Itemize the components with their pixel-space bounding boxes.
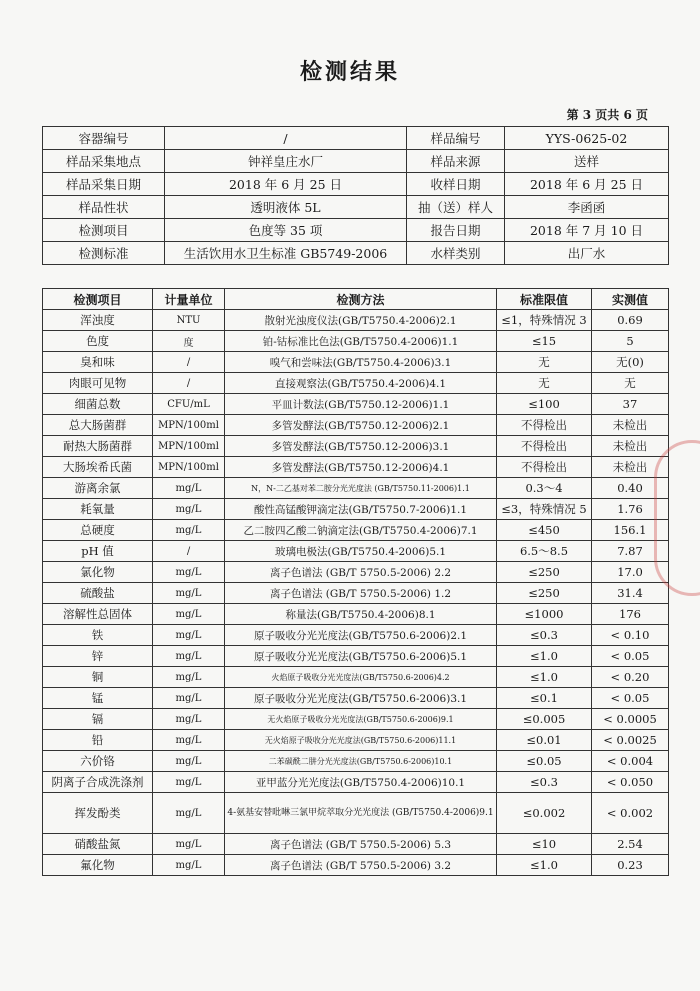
header-method: 检测方法 (225, 289, 497, 310)
cell-item: 氟化物 (43, 855, 153, 876)
cell-unit: mg/L (153, 562, 225, 583)
info-label: 样品采集日期 (43, 173, 165, 196)
cell-item: 游离余氯 (43, 478, 153, 499)
table-row (43, 855, 669, 876)
cell-method: 离子色谱法 (GB/T 5750.5-2006) 3.2 (225, 855, 497, 876)
cell-unit: mg/L (153, 772, 225, 793)
cell-method: 酸性高锰酸钾滴定法(GB/T5750.7-2006)1.1 (225, 499, 497, 520)
cell-method: 乙二胺四乙酸二钠滴定法(GB/T5750.4-2006)7.1 (225, 520, 497, 541)
cell-item: 耗氧量 (43, 499, 153, 520)
cell-item: 镉 (43, 709, 153, 730)
info-label: 样品编号 (407, 127, 505, 150)
cell-unit: MPN/100ml (153, 436, 225, 457)
cell-method: 多管发酵法(GB/T5750.12-2006)3.1 (225, 436, 497, 457)
cell-unit: mg/L (153, 751, 225, 772)
cell-unit: mg/L (153, 625, 225, 646)
cell-unit: mg/L (153, 688, 225, 709)
cell-result: < 0.002 (592, 793, 669, 834)
header-unit: 计量单位 (153, 289, 225, 310)
cell-result: 7.87 (592, 541, 669, 562)
cell-item: 肉眼可见物 (43, 373, 153, 394)
cell-item: 色度 (43, 331, 153, 352)
table-row (43, 457, 669, 478)
seal-stamp (654, 440, 700, 596)
info-value: 2018 年 6 月 25 日 (505, 173, 669, 196)
cell-item: 铜 (43, 667, 153, 688)
cell-unit: mg/L (153, 855, 225, 876)
table-row (43, 520, 669, 541)
table-row (43, 646, 669, 667)
info-value: YYS-0625-02 (505, 127, 669, 150)
info-value: 2018 年 7 月 10 日 (505, 219, 669, 242)
page-title: 检测结果 (299, 60, 400, 85)
table-row (43, 562, 669, 583)
table-row (43, 415, 669, 436)
cell-unit: NTU (153, 310, 225, 331)
info-label: 检测项目 (43, 219, 165, 242)
table-row (43, 625, 669, 646)
cell-method: 多管发酵法(GB/T5750.12-2006)2.1 (225, 415, 497, 436)
cell-item: 阴离子合成洗涤剂 (43, 772, 153, 793)
cell-limit: ≤15 (497, 331, 592, 352)
cell-unit: mg/L (153, 604, 225, 625)
info-label: 报告日期 (407, 219, 505, 242)
cell-limit: ≤1.0 (497, 667, 592, 688)
cell-method: 玻璃电极法(GB/T5750.4-2006)5.1 (225, 541, 497, 562)
cell-method: 火焰原子吸收分光光度法(GB/T5750.6-2006)4.2 (225, 667, 497, 688)
cell-limit: ≤1.0 (497, 646, 592, 667)
cell-result: 无 (592, 373, 669, 394)
cell-item: 臭和味 (43, 352, 153, 373)
cell-unit: mg/L (153, 478, 225, 499)
cell-result: 未检出 (592, 436, 669, 457)
table-row (43, 373, 669, 394)
cell-result: 17.0 (592, 562, 669, 583)
cell-unit: mg/L (153, 709, 225, 730)
cell-method: 离子色谱法 (GB/T 5750.5-2006) 5.3 (225, 834, 497, 855)
info-row (43, 242, 669, 265)
info-row (43, 150, 669, 173)
cell-method: 称量法(GB/T5750.4-2006)8.1 (225, 604, 497, 625)
cell-unit: MPN/100ml (153, 457, 225, 478)
cell-limit: 0.3～4 (497, 478, 592, 499)
cell-item: 大肠埃希氏菌 (43, 457, 153, 478)
cell-result: < 0.004 (592, 751, 669, 772)
table-row (43, 772, 669, 793)
cell-unit: mg/L (153, 583, 225, 604)
table-row (43, 352, 669, 373)
table-row (43, 394, 669, 415)
cell-item: 六价铬 (43, 751, 153, 772)
cell-limit: ≤450 (497, 520, 592, 541)
table-row (43, 751, 669, 772)
table-row (43, 310, 669, 331)
cell-limit: 无 (497, 352, 592, 373)
cell-method: 二苯碳酰二肼分光光度法(GB/T5750.6-2006)10.1 (225, 751, 497, 772)
cell-limit: 无 (497, 373, 592, 394)
cell-unit: / (153, 541, 225, 562)
info-label: 样品来源 (407, 150, 505, 173)
cell-result: 0.23 (592, 855, 669, 876)
table-row (43, 667, 669, 688)
cell-method: 原子吸收分光光度法(GB/T5750.6-2006)2.1 (225, 625, 497, 646)
cell-unit: / (153, 373, 225, 394)
cell-method: 直接观察法(GB/T5750.4-2006)4.1 (225, 373, 497, 394)
info-value: 送样 (505, 150, 669, 173)
cell-item: 锌 (43, 646, 153, 667)
cell-result: 5 (592, 331, 669, 352)
cell-result: < 0.05 (592, 688, 669, 709)
info-value: 钟祥皇庄水厂 (165, 150, 407, 173)
info-row (43, 219, 669, 242)
cell-item: 氯化物 (43, 562, 153, 583)
cell-result: < 0.0005 (592, 709, 669, 730)
results-table (42, 288, 669, 876)
cell-method: 亚甲蓝分光光度法(GB/T5750.4-2006)10.1 (225, 772, 497, 793)
cell-item: 溶解性总固体 (43, 604, 153, 625)
table-row (43, 604, 669, 625)
cell-limit: ≤1，特殊情况 3 (497, 310, 592, 331)
cell-item: 细菌总数 (43, 394, 153, 415)
header-result: 实测值 (592, 289, 669, 310)
table-row (43, 730, 669, 751)
info-value: / (165, 127, 407, 150)
cell-result: < 0.050 (592, 772, 669, 793)
header-item: 检测项目 (43, 289, 153, 310)
cell-limit: ≤10 (497, 834, 592, 855)
cell-result: 无(0) (592, 352, 669, 373)
table-row (43, 793, 669, 834)
cell-result: 31.4 (592, 583, 669, 604)
cell-method: 散射光浊度仪法(GB/T5750.4-2006)2.1 (225, 310, 497, 331)
info-label: 容器编号 (43, 127, 165, 150)
cell-item: 总硬度 (43, 520, 153, 541)
info-label: 检测标准 (43, 242, 165, 265)
info-value: 李函函 (505, 196, 669, 219)
info-label: 水样类别 (407, 242, 505, 265)
cell-method: 无火焰原子吸收分光光度法(GB/T5750.6-2006)9.1 (225, 709, 497, 730)
cell-method: 原子吸收分光光度法(GB/T5750.6-2006)3.1 (225, 688, 497, 709)
cell-item: pH 值 (43, 541, 153, 562)
cell-result: 0.69 (592, 310, 669, 331)
cell-limit: ≤1000 (497, 604, 592, 625)
cell-item: 挥发酚类 (43, 793, 153, 834)
cell-limit: ≤100 (497, 394, 592, 415)
cell-limit: 不得检出 (497, 457, 592, 478)
cell-result: 2.54 (592, 834, 669, 855)
cell-method: 嗅气和尝味法(GB/T5750.4-2006)3.1 (225, 352, 497, 373)
table-row (43, 709, 669, 730)
cell-result: 未检出 (592, 457, 669, 478)
cell-limit: ≤0.005 (497, 709, 592, 730)
info-label: 样品采集地点 (43, 150, 165, 173)
table-row (43, 834, 669, 855)
info-row (43, 196, 669, 219)
table-row (43, 331, 669, 352)
cell-limit: ≤0.1 (497, 688, 592, 709)
cell-limit: ≤0.002 (497, 793, 592, 834)
cell-result: 37 (592, 394, 669, 415)
cell-unit: 度 (153, 331, 225, 352)
cell-item: 铅 (43, 730, 153, 751)
cell-item: 浑浊度 (43, 310, 153, 331)
page-number: 第 3 页共 6 页 (566, 108, 648, 122)
cell-unit: MPN/100ml (153, 415, 225, 436)
cell-limit: 不得检出 (497, 415, 592, 436)
table-row (43, 583, 669, 604)
info-value: 出厂水 (505, 242, 669, 265)
cell-item: 硝酸盐氮 (43, 834, 153, 855)
cell-unit: mg/L (153, 834, 225, 855)
cell-unit: / (153, 352, 225, 373)
header-limit: 标准限值 (497, 289, 592, 310)
cell-limit: ≤0.3 (497, 772, 592, 793)
cell-result: 1.76 (592, 499, 669, 520)
table-row (43, 478, 669, 499)
table-row (43, 499, 669, 520)
info-row (43, 127, 669, 150)
cell-method: 4-氨基安替吡啉三氯甲烷萃取分光光度法 (GB/T5750.4-2006)9.1 (225, 793, 497, 834)
cell-result: 156.1 (592, 520, 669, 541)
cell-result: < 0.20 (592, 667, 669, 688)
results-header-row (43, 289, 669, 310)
cell-item: 锰 (43, 688, 153, 709)
info-label: 样品性状 (43, 196, 165, 219)
cell-unit: CFU/mL (153, 394, 225, 415)
cell-item: 总大肠菌群 (43, 415, 153, 436)
cell-unit: mg/L (153, 793, 225, 834)
cell-limit: 不得检出 (497, 436, 592, 457)
cell-unit: mg/L (153, 646, 225, 667)
sample-info-table (42, 126, 669, 265)
cell-unit: mg/L (153, 730, 225, 751)
cell-result: 未检出 (592, 415, 669, 436)
cell-method: 多管发酵法(GB/T5750.12-2006)4.1 (225, 457, 497, 478)
info-value: 生活饮用水卫生标准 GB5749-2006 (165, 242, 407, 265)
cell-method: 离子色谱法 (GB/T 5750.5-2006) 2.2 (225, 562, 497, 583)
cell-result: < 0.10 (592, 625, 669, 646)
cell-method: 离子色谱法 (GB/T 5750.5-2006) 1.2 (225, 583, 497, 604)
cell-limit: ≤0.3 (497, 625, 592, 646)
cell-unit: mg/L (153, 667, 225, 688)
cell-limit: 6.5～8.5 (497, 541, 592, 562)
cell-method: N，N-二乙基对苯二胺分光光度法 (GB/T5750.11-2006)1.1 (225, 478, 497, 499)
info-value: 色度等 35 项 (165, 219, 407, 242)
table-row (43, 688, 669, 709)
info-value: 透明液体 5L (165, 196, 407, 219)
cell-limit: ≤0.01 (497, 730, 592, 751)
cell-limit: ≤3，特殊情况 5 (497, 499, 592, 520)
cell-method: 无火焰原子吸收分光光度法(GB/T5750.6-2006)11.1 (225, 730, 497, 751)
cell-method: 原子吸收分光光度法(GB/T5750.6-2006)5.1 (225, 646, 497, 667)
info-value: 2018 年 6 月 25 日 (165, 173, 407, 196)
cell-result: < 0.05 (592, 646, 669, 667)
info-label: 收样日期 (407, 173, 505, 196)
cell-method: 平皿计数法(GB/T5750.12-2006)1.1 (225, 394, 497, 415)
cell-item: 硫酸盐 (43, 583, 153, 604)
cell-unit: mg/L (153, 499, 225, 520)
table-row (43, 436, 669, 457)
table-row (43, 541, 669, 562)
cell-result: 0.40 (592, 478, 669, 499)
cell-item: 耐热大肠菌群 (43, 436, 153, 457)
cell-result: 176 (592, 604, 669, 625)
info-row (43, 173, 669, 196)
cell-limit: ≤1.0 (497, 855, 592, 876)
cell-item: 铁 (43, 625, 153, 646)
cell-limit: ≤250 (497, 562, 592, 583)
info-label: 抽（送）样人 (407, 196, 505, 219)
cell-limit: ≤0.05 (497, 751, 592, 772)
cell-method: 铂-钴标准比色法(GB/T5750.4-2006)1.1 (225, 331, 497, 352)
cell-unit: mg/L (153, 520, 225, 541)
cell-limit: ≤250 (497, 583, 592, 604)
cell-result: < 0.0025 (592, 730, 669, 751)
